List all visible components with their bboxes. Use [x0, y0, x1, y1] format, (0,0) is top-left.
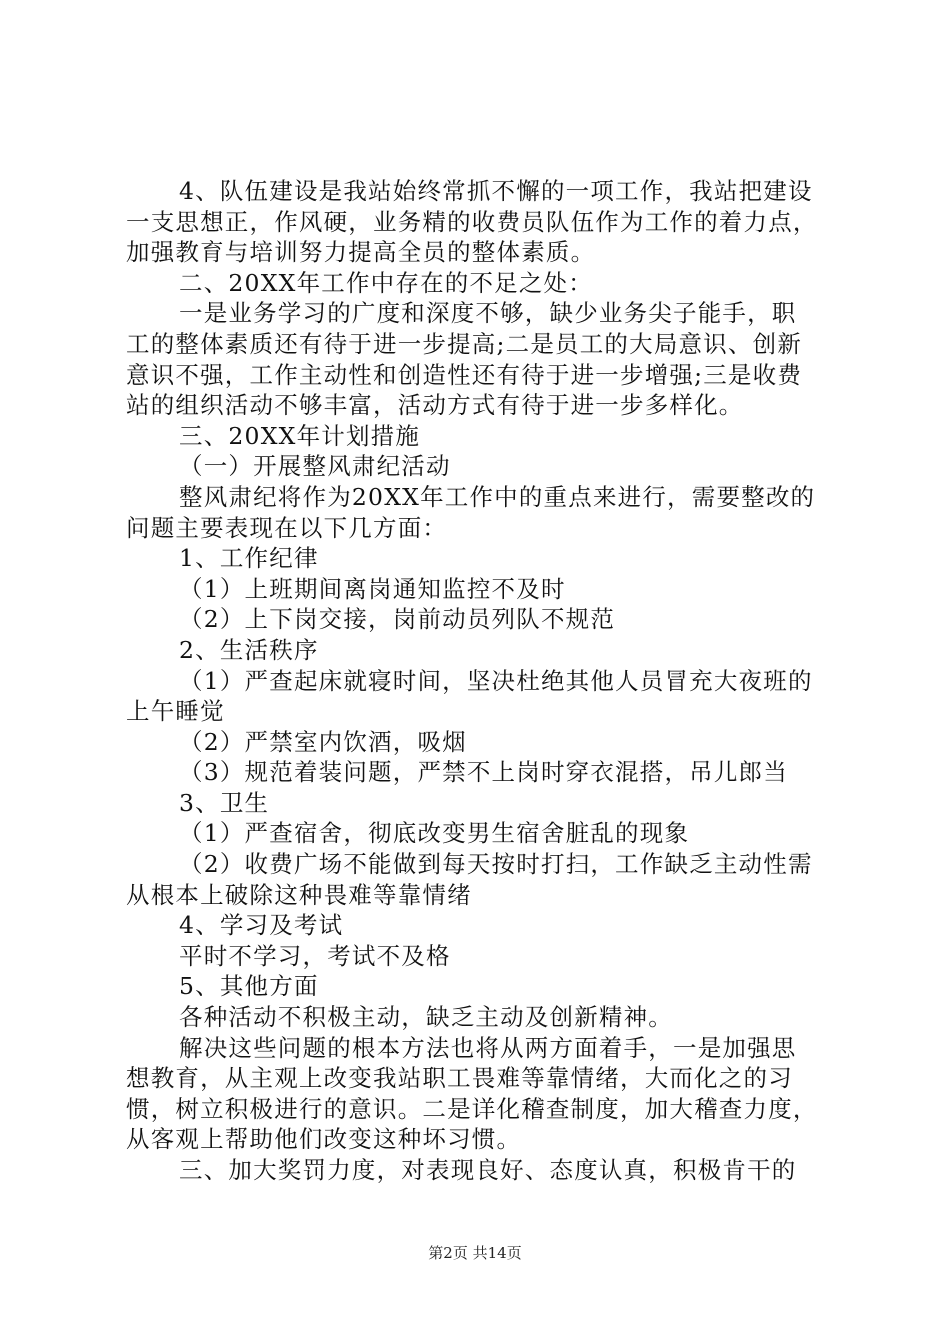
paragraph-line-first: （3）规范着装问题，严禁不上岗时穿衣混搭，吊儿郎当 [179, 758, 788, 787]
paragraph-line-first: 三、加大奖罚力度，对表现良好、态度认真，积极肯干的 [179, 1156, 797, 1184]
paragraph-line: 上午睡觉 [126, 697, 225, 726]
paragraph-line-first: 解决这些问题的根本方法也将从两方面着手，一是加强思 [179, 1033, 797, 1062]
paragraph-line-first: 1、工作纪律 [179, 544, 319, 573]
paragraph-line: 一支思想正，作风硬，业务精的收费员队伍作为工作的着力点， [126, 207, 818, 236]
paragraph-line: 加强教育与培训努力提高全员的整体素质。 [126, 238, 596, 267]
paragraph-line-first: 4、队伍建设是我站始终常抓不懈的一项工作，我站把建设 [179, 177, 813, 205]
paragraph-line-first: （2）严禁室内饮酒，吸烟 [179, 727, 467, 756]
paragraph-line-first: （2）上下岗交接，岗前动员列队不规范 [179, 605, 616, 634]
paragraph-line: 意识不强，工作主动性和创造性还有待于进一步增强;三是收费 [126, 360, 803, 389]
paragraph-line: 工的整体素质还有待于进一步提高;二是员工的大局意识、创新 [126, 329, 803, 358]
paragraph-line-first: （1）严查宿舍，彻底改变男生宿舍脏乱的现象 [179, 819, 690, 848]
paragraph-line: 从根本上破除这种畏难等靠情绪 [126, 880, 472, 909]
paragraph-line-first: 2、生活秩序 [179, 635, 319, 664]
paragraph-line-first: 二、20XX年工作中存在的不足之处： [179, 268, 593, 297]
paragraph-line-first: （一）开展整风肃纪活动 [179, 452, 451, 481]
paragraph-line: 从客观上帮助他们改变这种坏习惯。 [126, 1125, 522, 1154]
paragraph-line: 站的组织活动不够丰富，活动方式有待于进一步多样化。 [126, 391, 744, 420]
paragraph-line-first: 3、卫生 [179, 788, 270, 817]
paragraph-line-first: 5、其他方面 [179, 972, 319, 1001]
paragraph-line-first: 整风肃纪将作为20XX年工作中的重点来进行，需要整改的 [179, 482, 816, 511]
paragraph-line: 想教育，从主观上改变我站职工畏难等靠情绪，大而化之的习 [126, 1064, 793, 1093]
paragraph-line-first: 4、学习及考试 [179, 911, 344, 940]
paragraph-line-first: 各种活动不积极主动，缺乏主动及创新精神。 [179, 1003, 673, 1032]
paragraph-line-first: （1）上班期间离岗通知监控不及时 [179, 574, 566, 603]
document-body [126, 176, 836, 1186]
paragraph-line-first: （2）收费广场不能做到每天按时打扫，工作缺乏主动性需 [179, 850, 813, 879]
paragraph-line: 问题主要表现在以下几方面： [126, 513, 448, 542]
paragraph-line: 惯，树立积极进行的意识。二是详化稽查制度，加大稽查力度， [126, 1094, 818, 1123]
paragraph-line-first: 三、20XX年计划措施 [179, 421, 421, 450]
paragraph-line-first: 一是业务学习的广度和深度不够，缺少业务尖子能手，职 [179, 299, 797, 328]
paragraph-line-first: 平时不学习，考试不及格 [179, 941, 451, 970]
page-footer: 第2页 共14页 [428, 1244, 522, 1262]
paragraph-line-first: （1）严查起床就寝时间，坚决杜绝其他人员冒充大夜班的 [179, 666, 813, 695]
